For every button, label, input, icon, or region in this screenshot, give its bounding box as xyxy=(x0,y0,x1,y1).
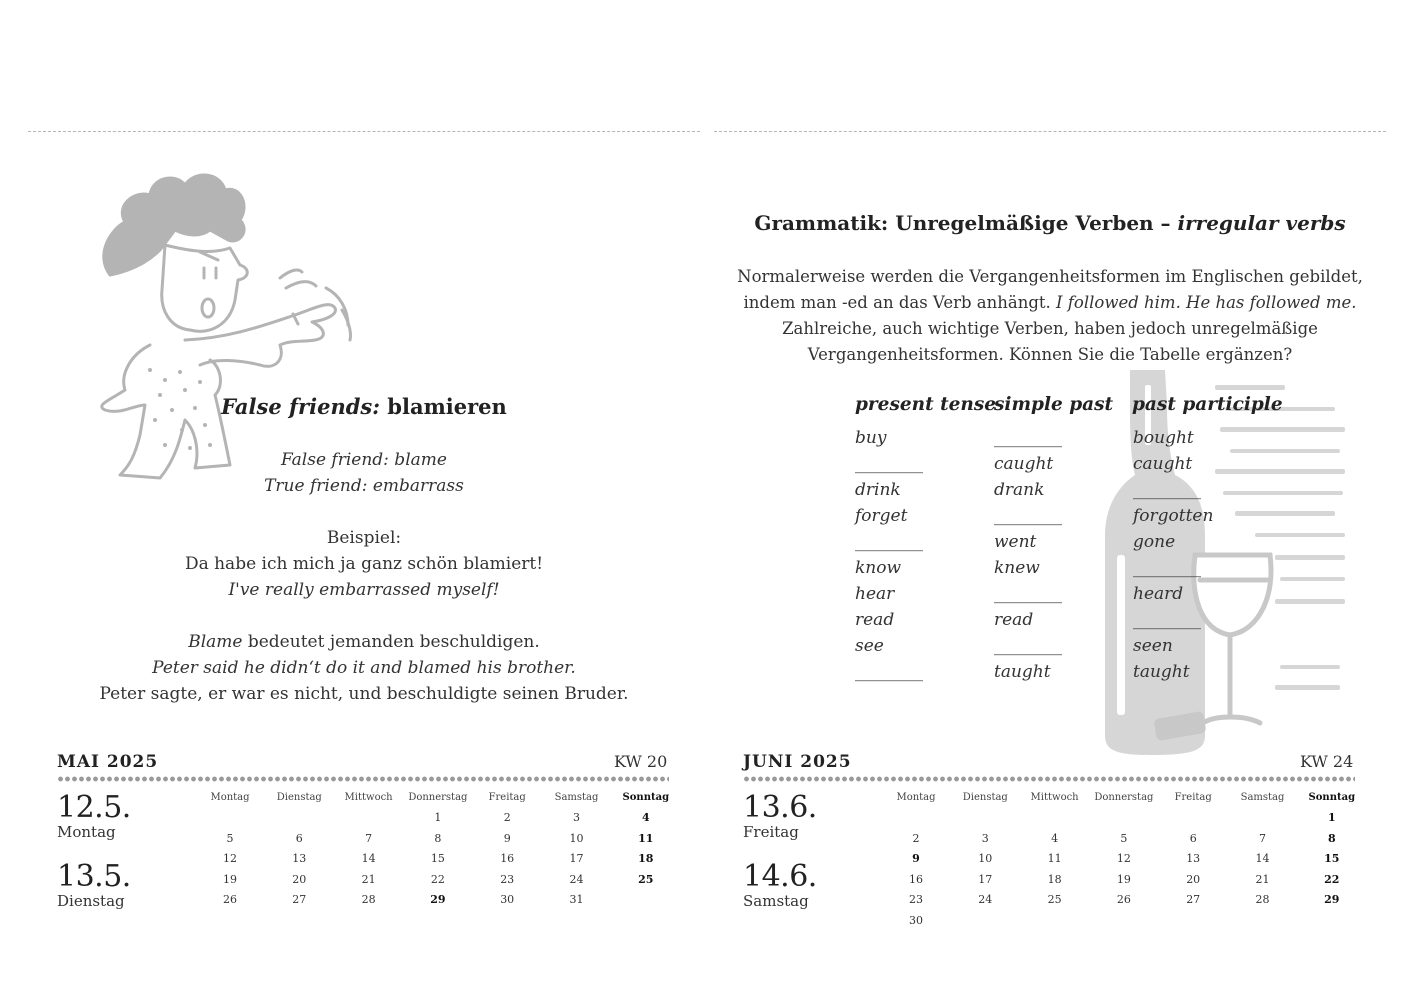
calendar-week-right: KW 24 xyxy=(1300,752,1354,771)
mini-calendar-day: 6 xyxy=(1189,831,1197,845)
mini-calendar-day: 10 xyxy=(569,831,584,845)
mini-calendar-day: 13 xyxy=(1186,852,1201,865)
mini-calendar-day: 4 xyxy=(1051,831,1059,845)
verb-cell: ________ xyxy=(1133,610,1201,630)
verb-cell: drank xyxy=(994,480,1045,500)
mini-calendar-day: 4 xyxy=(641,811,650,824)
verb-cell: ________ xyxy=(994,636,1062,656)
mini-calendar-day: 5 xyxy=(1120,831,1128,845)
true-friend-line: True friend: embarrass xyxy=(264,476,464,496)
mini-calendar-day: 19 xyxy=(1116,872,1131,886)
mini-calendar-day: 1 xyxy=(1327,811,1336,824)
mini-calendar-day-header: Montag xyxy=(210,792,250,803)
false-friends-title: False friends: blamieren xyxy=(221,394,507,419)
mini-calendar-day: 11 xyxy=(638,831,654,845)
mini-calendar-day: 28 xyxy=(1255,893,1270,906)
mini-calendar-day: 10 xyxy=(978,852,993,865)
verb-cell: heard xyxy=(1133,584,1184,604)
mini-calendar-day: 14 xyxy=(361,852,376,865)
mini-calendar-day: 2 xyxy=(912,831,920,845)
verb-cell: caught xyxy=(994,454,1054,474)
mini-calendar-day-header: Montag xyxy=(896,792,936,803)
verb-cell: ________ xyxy=(1133,480,1201,500)
mini-calendar-day: 19 xyxy=(223,872,237,886)
weekday-2-left: Dienstag xyxy=(57,892,125,910)
mini-calendar-day: 24 xyxy=(978,893,993,906)
mini-calendar-day-header: Mittwoch xyxy=(344,792,393,803)
mini-calendar-day: 22 xyxy=(430,872,445,886)
verb-cell: ________ xyxy=(855,454,923,474)
calendar-divider-left xyxy=(57,776,669,782)
mini-calendar-day: 3 xyxy=(981,831,989,845)
intro-line-1: Normalerweise werden die Vergangenheitsformen im Englischen gebildet, xyxy=(737,267,1363,286)
mini-calendar-day-header: Samstag xyxy=(1240,792,1285,803)
mini-calendar-day: 20 xyxy=(1186,872,1201,886)
mini-calendar-day: 20 xyxy=(292,872,307,886)
date-2-left: 13.5. xyxy=(57,859,131,894)
mini-calendar-day-header: Sonntag xyxy=(1308,792,1356,803)
mini-calendar-day: 31 xyxy=(569,893,584,906)
verb-cell: ________ xyxy=(855,662,923,682)
mini-calendar-day: 15 xyxy=(1324,852,1340,865)
mini-calendar-day-header: Dienstag xyxy=(276,792,322,803)
verb-cell: ________ xyxy=(855,532,923,552)
mini-calendar-day: 22 xyxy=(1324,872,1340,886)
mini-calendar-day: 27 xyxy=(292,893,307,906)
mini-calendar-day: 21 xyxy=(1255,872,1270,886)
verb-cell: drink xyxy=(855,480,901,500)
mini-calendar-day-header: Mittwoch xyxy=(1030,792,1079,803)
mini-calendar-day: 24 xyxy=(569,872,584,886)
weekday-1-right: Freitag xyxy=(743,823,799,841)
grammar-intro xyxy=(730,264,1370,368)
weekday-1-left: Montag xyxy=(57,823,116,841)
mini-calendar-day: 6 xyxy=(295,831,303,845)
mini-calendar-day-header: Freitag xyxy=(1174,792,1212,803)
mini-calendar-day: 11 xyxy=(1047,852,1062,865)
mini-calendar-day: 23 xyxy=(909,893,923,906)
top-divider-right xyxy=(714,131,1386,132)
verb-cell: buy xyxy=(855,428,887,448)
verb-cell: see xyxy=(855,636,884,656)
mini-calendar-day-header: Donnerstag xyxy=(408,792,468,803)
mini-calendar-day: 8 xyxy=(434,831,442,845)
meaning-sentence: Blame bedeutet jemanden beschuldigen. xyxy=(188,632,540,652)
mini-calendar-day: 28 xyxy=(361,893,376,906)
date-1-right: 13.6. xyxy=(743,790,817,825)
mini-calendar-day-header: Donnerstag xyxy=(1094,792,1154,803)
intro-line-3: Zahlreiche, auch wichtige Verben, haben jedoch unregelmäßige xyxy=(782,319,1318,338)
mini-calendar-day: 15 xyxy=(430,852,445,865)
verb-cell: bought xyxy=(1133,428,1194,448)
mini-calendar-day: 30 xyxy=(909,913,923,927)
date-2-right: 14.6. xyxy=(743,859,817,894)
example-label: Beispiel: xyxy=(326,528,402,548)
pointing-character-illustration xyxy=(90,160,370,490)
mini-calendar-day: 21 xyxy=(361,872,376,886)
mini-calendar-day: 7 xyxy=(1259,831,1266,845)
verb-cell: ________ xyxy=(994,506,1062,526)
mini-calendar-day: 17 xyxy=(569,852,584,865)
calendar-divider-right xyxy=(743,776,1355,782)
example-german: Da habe ich mich ja ganz schön blamiert! xyxy=(184,554,544,574)
verb-cell: went xyxy=(994,532,1037,552)
sentence-german: Peter sagte, er war es nicht, und beschuldigte seinen Bruder. xyxy=(99,684,629,704)
verb-cell: ________ xyxy=(994,584,1062,604)
calendar-month-left: MAI 2025 xyxy=(57,752,159,772)
top-divider-left xyxy=(28,131,700,132)
example-english: I've really embarrassed myself! xyxy=(228,580,500,600)
mini-calendar-day-header: Dienstag xyxy=(962,792,1008,803)
calendar-week-left: KW 20 xyxy=(614,752,668,771)
header-simple-past: simple past xyxy=(994,394,1114,415)
mini-calendar-day: 2 xyxy=(503,811,511,824)
verb-cell: ________ xyxy=(994,428,1062,448)
mini-calendar-day: 29 xyxy=(430,893,446,906)
mini-calendar-day-header: Freitag xyxy=(488,792,526,803)
mini-calendar-day: 1 xyxy=(434,811,442,824)
mini-calendar-day-header: Sonntag xyxy=(622,792,670,803)
mini-calendar-day: 18 xyxy=(638,852,654,865)
mini-calendar-day: 30 xyxy=(500,893,515,906)
mini-calendar-day: 16 xyxy=(500,852,515,865)
intro-line-2: indem man -ed an das Verb anhängt. I followed him. He has followed me. xyxy=(743,293,1357,312)
verb-cell: hear xyxy=(855,584,895,604)
verb-cell: caught xyxy=(1133,454,1193,474)
verb-cell: know xyxy=(855,558,902,578)
verb-cell: ________ xyxy=(1133,558,1201,578)
mini-calendar-day: 9 xyxy=(912,852,920,865)
mini-calendar-day: 23 xyxy=(500,872,515,886)
mini-calendar-day: 18 xyxy=(1047,872,1062,886)
mini-calendar-day: 27 xyxy=(1186,893,1201,906)
mini-calendar-day: 7 xyxy=(365,831,373,845)
verb-cell: seen xyxy=(1133,636,1173,656)
verb-cell: forgotten xyxy=(1133,506,1214,526)
date-1-left: 12.5. xyxy=(57,790,131,825)
verb-cell: knew xyxy=(994,558,1040,578)
mini-calendar-day: 25 xyxy=(1047,893,1062,906)
verb-cell: read xyxy=(855,610,895,630)
mini-calendar-day: 9 xyxy=(503,831,511,845)
intro-line-4: Vergangenheitsformen. Können Sie die Tabelle ergänzen? xyxy=(807,345,1293,364)
verb-cell: forget xyxy=(855,506,908,526)
mini-calendar-day: 12 xyxy=(1116,852,1131,865)
verb-cell: taught xyxy=(994,662,1051,682)
mini-calendar-day: 29 xyxy=(1324,893,1340,906)
mini-calendar-day: 14 xyxy=(1255,852,1270,865)
weekday-2-right: Samstag xyxy=(743,892,809,910)
calendar-month-right: JUNI 2025 xyxy=(743,752,852,772)
mini-calendar-day: 3 xyxy=(573,811,580,824)
header-present-tense: present tense xyxy=(855,394,997,415)
false-friend-line: False friend: blame xyxy=(281,450,447,470)
mini-calendar-day: 16 xyxy=(909,872,923,886)
verb-cell: taught xyxy=(1133,662,1190,682)
sentence-english: Peter said he didn‘t do it and blamed his brother. xyxy=(152,658,576,678)
mini-calendar-day: 12 xyxy=(223,852,237,865)
mini-calendar-day: 17 xyxy=(978,872,993,886)
mini-calendar-day-header: Samstag xyxy=(554,792,599,803)
grammar-title: Grammatik: Unregelmäßige Verben – irregular verbs xyxy=(754,211,1346,235)
mini-calendar-day: 8 xyxy=(1327,831,1336,845)
header-past-participle: past participle xyxy=(1132,394,1283,415)
mini-calendar-day: 26 xyxy=(223,893,237,906)
mini-calendar-day: 13 xyxy=(292,852,307,865)
mini-calendar-day: 25 xyxy=(638,872,654,886)
mini-calendar-day: 26 xyxy=(1116,893,1131,906)
mini-calendar-day: 5 xyxy=(226,831,234,845)
verb-cell: read xyxy=(994,610,1034,630)
verb-cell: gone xyxy=(1133,532,1176,552)
